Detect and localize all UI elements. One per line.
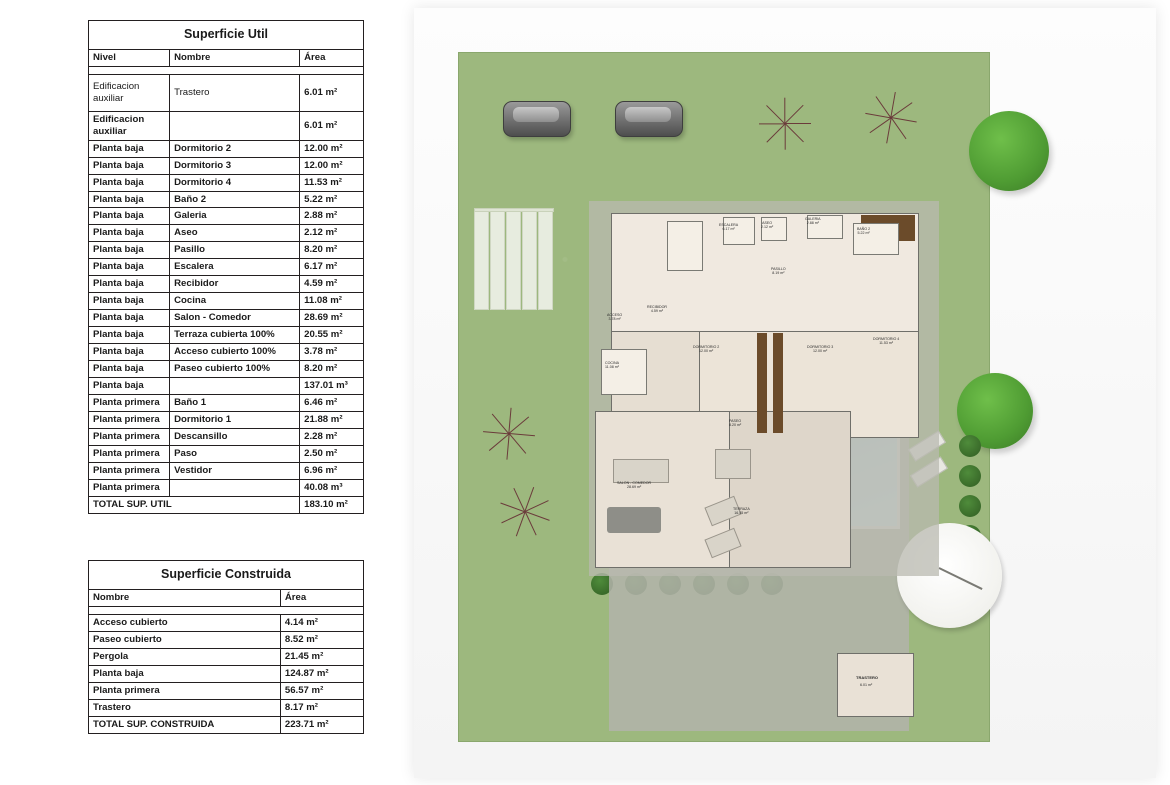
table-row (89, 463, 364, 480)
site-plan-render (400, 0, 1170, 785)
cell-nivel: Planta baja (89, 208, 170, 225)
cell-nivel: Planta baja (89, 361, 170, 378)
cell-nombre: Paseo cubierto (89, 631, 281, 648)
cell-nivel: Planta baja (89, 293, 170, 310)
cell-nombre: Aseo (170, 225, 300, 242)
cell-area: 2.12 m² (300, 225, 364, 242)
car-icon (503, 101, 571, 137)
cell-area: 12.00 m² (300, 157, 364, 174)
room-cocina (601, 349, 647, 395)
table-row (89, 242, 364, 259)
cell-nivel: Planta baja (89, 174, 170, 191)
cell-nivel: Planta baja (89, 276, 170, 293)
cell-nombre: Paseo cubierto 100% (170, 361, 300, 378)
cell-area: 8.17 m² (280, 699, 363, 716)
room-label: ASEO 2.12 m² (761, 221, 774, 230)
cell-area: 6.01 m² (300, 111, 364, 140)
dry-tree-icon (863, 89, 919, 145)
cell-nombre: Acceso cubierto 100% (170, 344, 300, 361)
cell-nombre: Escalera (170, 259, 300, 276)
table-row (89, 191, 364, 208)
cell-nombre: Descansillo (170, 429, 300, 446)
cell-nombre: Dormitorio 2 (170, 140, 300, 157)
cell-nombre: Pasillo (170, 242, 300, 259)
table-row (89, 293, 364, 310)
cell-nombre: Planta primera (89, 682, 281, 699)
table-row (89, 614, 364, 631)
cell-nombre: Dormitorio 3 (170, 157, 300, 174)
cell-nombre (170, 480, 300, 497)
table-header-row-util (89, 49, 364, 66)
cell-nombre (170, 378, 300, 395)
col-header-nombre: Nombre (89, 589, 281, 606)
table-row (89, 140, 364, 157)
table-header-row-construida (89, 589, 364, 606)
cell-area: 2.28 m² (300, 429, 364, 446)
table-row (89, 412, 364, 429)
cell-area: 20.55 m² (300, 327, 364, 344)
room-block-terrace (729, 411, 851, 568)
cell-nombre: Galeria (170, 208, 300, 225)
cell-nivel: Planta primera (89, 446, 170, 463)
cell-nombre: Acceso cubierto (89, 614, 281, 631)
col-header-area: Área (300, 49, 364, 66)
room-label: GALERIA 2.88 m² (805, 217, 821, 226)
cell-area: 8.52 m² (280, 631, 363, 648)
cell-area: 8.20 m² (300, 242, 364, 259)
dry-tree-icon (757, 95, 813, 151)
room-label: BAÑO 2 5.22 m² (857, 227, 871, 236)
cell-nivel: Planta baja (89, 140, 170, 157)
cell-area: 8.20 m² (300, 361, 364, 378)
cell-nombre: Trastero (170, 74, 300, 111)
cell-area: 2.50 m² (300, 446, 364, 463)
room-label: COCINA 11.08 m² (605, 361, 619, 370)
cell-nombre: Baño 2 (170, 191, 300, 208)
wood-partition (773, 333, 783, 433)
table-row (89, 74, 364, 111)
cell-nombre: Dormitorio 1 (170, 412, 300, 429)
cell-area: 6.46 m² (300, 395, 364, 412)
room-label: SALON - COMEDOR 28.69 m² (617, 481, 652, 490)
table-row (89, 174, 364, 191)
dry-tree-icon (497, 483, 553, 539)
table-row (89, 446, 364, 463)
shed-label: TRASTERO (856, 675, 878, 680)
cell-area: 6.01 m² (300, 74, 364, 111)
room-label: PASILLO 8.19 m² (771, 267, 786, 276)
table-gap (88, 514, 368, 560)
cell-nivel: Planta baja (89, 225, 170, 242)
cell-area: 21.45 m² (280, 648, 363, 665)
table-total-row-util (89, 497, 364, 514)
cell-nombre (170, 111, 300, 140)
room-stairs (667, 221, 703, 271)
col-header-nombre: Nombre (170, 49, 300, 66)
room-label: DORMITORIO 3 12.00 m² (807, 345, 834, 354)
render-canvas (414, 8, 1156, 778)
table-row (89, 225, 364, 242)
cell-nombre: Baño 1 (170, 395, 300, 412)
table-row (89, 631, 364, 648)
cell-nivel: Planta baja (89, 378, 170, 395)
hedge-icon (959, 465, 981, 487)
table-row (89, 665, 364, 682)
cell-area: 3.78 m² (300, 344, 364, 361)
cell-area: 124.87 m² (280, 665, 363, 682)
total-value: 223.71 m² (280, 716, 363, 733)
cell-nivel: Planta baja (89, 191, 170, 208)
table-row (89, 344, 364, 361)
hedge-icon (959, 495, 981, 517)
room-label: TERRAZA 16.55 m² (733, 507, 750, 516)
cell-area: 2.88 m² (300, 208, 364, 225)
cell-nivel: Planta baja (89, 259, 170, 276)
sofa-icon (607, 507, 661, 533)
cell-area: 11.53 m² (300, 174, 364, 191)
table-superficie-util (88, 20, 364, 514)
cell-nivel: Planta baja (89, 327, 170, 344)
storage-shed (837, 653, 914, 717)
table-row (89, 111, 364, 140)
outdoor-table-icon (715, 449, 751, 479)
room-label: DORMITORIO 2 12.00 m² (693, 345, 720, 354)
cell-nivel: Planta baja (89, 157, 170, 174)
cell-nombre: Vestidor (170, 463, 300, 480)
cell-area: 40.08 m³ (300, 480, 364, 497)
house-floorplan (589, 201, 939, 576)
table-row (89, 699, 364, 716)
cell-nivel: Planta primera (89, 429, 170, 446)
cell-area: 6.96 m² (300, 463, 364, 480)
cell-nivel: Planta primera (89, 412, 170, 429)
cell-nombre: Recibidor (170, 276, 300, 293)
car-icon (615, 101, 683, 137)
cell-nivel: Planta primera (89, 395, 170, 412)
paving-edge (474, 208, 554, 212)
table-spacer (89, 66, 364, 74)
cell-nombre: Dormitorio 4 (170, 174, 300, 191)
total-label: TOTAL SUP. CONSTRUIDA (89, 716, 281, 733)
table-row (89, 208, 364, 225)
table-row (89, 395, 364, 412)
area-schedules (88, 20, 368, 734)
table-row (89, 648, 364, 665)
tree-icon (969, 111, 1049, 191)
cell-area: 11.08 m² (300, 293, 364, 310)
table-row (89, 361, 364, 378)
cell-nombre: Salon - Comedor (170, 310, 300, 327)
col-header-nivel: Nivel (89, 49, 170, 66)
table-title-construida: Superficie Construida (89, 561, 364, 590)
cell-nivel: Planta primera (89, 480, 170, 497)
dining-table-icon (613, 459, 669, 483)
wood-partition (757, 333, 767, 433)
cell-nivel: Planta baja (89, 242, 170, 259)
cell-nombre: Planta baja (89, 665, 281, 682)
table-row (89, 276, 364, 293)
dry-tree-icon (481, 405, 537, 461)
table-spacer (89, 606, 364, 614)
cell-nombre: Cocina (170, 293, 300, 310)
cell-nivel: Edificacion auxiliar (89, 74, 170, 111)
cell-nivel: Planta primera (89, 463, 170, 480)
room-label: ESCALERA 6.17 m² (719, 223, 739, 232)
table-row (89, 259, 364, 276)
hedge-icon (959, 435, 981, 457)
cell-area: 21.88 m² (300, 412, 364, 429)
cell-area: 5.22 m² (300, 191, 364, 208)
col-header-area: Área (280, 589, 363, 606)
cell-nombre: Trastero (89, 699, 281, 716)
lawn-area (458, 52, 990, 742)
cell-nivel: Planta baja (89, 310, 170, 327)
total-label: TOTAL SUP. UTIL (89, 497, 300, 514)
cell-area: 4.14 m² (280, 614, 363, 631)
cell-nombre: Terraza cubierta 100% (170, 327, 300, 344)
room-label: PASEO 8.20 m² (729, 419, 742, 428)
cell-area: 6.17 m² (300, 259, 364, 276)
room-label: RECIBIDOR 4.59 m² (647, 305, 667, 314)
paving-strips (474, 208, 552, 313)
table-row (89, 682, 364, 699)
cell-nombre: Pergola (89, 648, 281, 665)
table-superficie-construida (88, 560, 364, 734)
total-value: 183.10 m² (300, 497, 364, 514)
table-total-row-construida (89, 716, 364, 733)
cell-area: 12.00 m² (300, 140, 364, 157)
cell-area: 28.69 m² (300, 310, 364, 327)
room-label: DORMITORIO 4 11.53 m² (873, 337, 900, 346)
shed-area: 6.01 m² (860, 683, 873, 687)
table-row (89, 480, 364, 497)
cell-nivel: Planta baja (89, 344, 170, 361)
table-row (89, 429, 364, 446)
cell-area: 137.01 m³ (300, 378, 364, 395)
table-row (89, 378, 364, 395)
table-row (89, 327, 364, 344)
cell-area: 56.57 m² (280, 682, 363, 699)
table-row (89, 157, 364, 174)
table-row (89, 310, 364, 327)
cell-nivel: Edificacion auxiliar (89, 111, 170, 140)
cell-area: 4.59 m² (300, 276, 364, 293)
room-label: ACCESO 3.78 m² (607, 313, 623, 322)
cell-nombre: Paso (170, 446, 300, 463)
table-title-util: Superficie Util (89, 21, 364, 50)
